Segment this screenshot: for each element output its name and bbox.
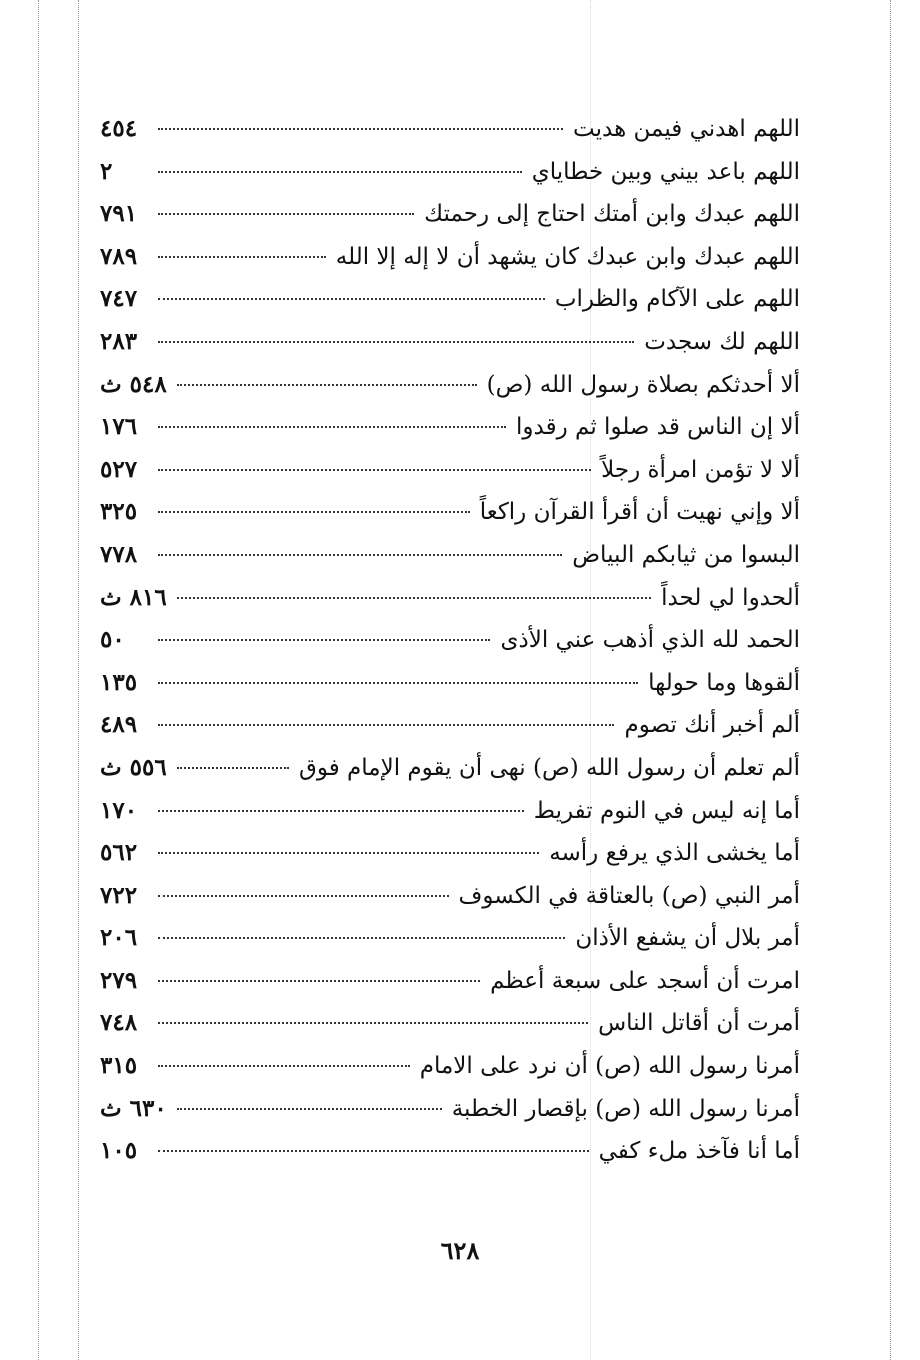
entry-text: أمر النبي (ص) بالعتاقة في الكسوف [458,882,800,909]
index-entry [100,406,800,449]
entry-page-number: ٥٠ [100,626,125,654]
entry-text: أما يخشى الذي يرفع رأسه [549,840,800,867]
entry-text: امرت أن أسجد على سبعة أعظم [490,967,800,994]
index-entry [100,534,800,577]
entry-text: أمرنا رسول الله (ص) أن نرد على الامام [419,1053,800,1080]
entry-text: ألا إن الناس قد صلوا ثم رقدوا [516,414,800,441]
entry-text: ألم أخبر أنك تصوم [624,712,800,739]
entry-text: ألا لا تؤمن امرأة رجلاً [601,456,800,483]
entry-page-number: ٦٣٠ ث [100,1094,167,1122]
entry-text: أمرت أن أقاتل الناس [598,1010,800,1037]
index-entry [100,832,800,875]
dot-leader [158,937,565,939]
dot-leader [158,341,634,343]
hadith-index-list [100,108,800,1173]
index-entry [100,960,800,1003]
entry-page-number: ٢٨٣ [100,327,138,355]
dot-leader [158,682,638,684]
entry-page-number: ٣١٥ [100,1052,138,1080]
dot-leader [177,384,477,386]
entry-text: اللهم لك سجدت [644,328,800,355]
dot-leader [177,767,289,769]
entry-text: اللهم باعد بيني وبين خطاياي [531,158,800,185]
entry-page-number: ١٣٥ [100,668,138,696]
entry-page-number: ٢٧٩ [100,966,138,994]
dot-leader [158,639,490,641]
index-entry [100,704,800,747]
dot-leader [158,852,539,854]
index-entry [100,278,800,321]
dot-leader [158,511,470,513]
entry-page-number: ٢٠٦ [100,924,138,952]
entry-page-number: ٧٤٧ [100,285,138,313]
index-entry [100,236,800,279]
index-entry [100,1088,800,1131]
dot-leader [158,895,449,897]
index-entry [100,577,800,620]
scan-guide-line [38,0,39,1360]
index-entry [100,108,800,151]
entry-page-number: ٥٥٦ ث [100,753,167,781]
dot-leader [158,1150,589,1152]
entry-page-number: ٥٤٨ ث [100,370,167,398]
dot-leader [177,597,651,599]
dot-leader [158,298,545,300]
dot-leader [158,980,480,982]
entry-text: اللهم على الآكام والظراب [554,286,800,313]
dot-leader [158,213,414,215]
index-entry [100,917,800,960]
dot-leader [158,554,562,556]
entry-page-number: ٧٨٩ [100,242,138,270]
entry-page-number: ١٧٦ [100,413,138,441]
index-entry [100,321,800,364]
entry-page-number: ٧٢٢ [100,881,138,909]
dot-leader [158,171,522,173]
entry-text: ألم تعلم أن رسول الله (ص) نهى أن يقوم الإمام فوق [299,754,800,781]
index-entry [100,1045,800,1088]
entry-page-number: ٥٢٧ [100,455,138,483]
entry-text: ألا وإني نهيت أن أقرأ القرآن راكعاً [479,499,800,526]
dot-leader [158,256,326,258]
entry-page-number: ١٠٥ [100,1137,138,1165]
dot-leader [158,810,524,812]
entry-page-number: ٤٥٤ [100,115,138,142]
scan-guide-line [78,0,79,1360]
entry-page-number: ٢ [100,157,113,185]
dot-leader [158,1065,410,1067]
dot-leader [158,724,614,726]
entry-text: اللهم عبدك وابن أمتك احتاج إلى رحمتك [424,201,800,228]
index-entry [100,1130,800,1173]
entry-page-number: ٨١٦ ث [100,583,167,611]
entry-page-number: ١٧٠ [100,796,138,824]
index-entry [100,662,800,705]
index-entry [100,747,800,790]
entry-text: ألحدوا لي لحداً [661,584,800,611]
entry-page-number: ٣٢٥ [100,498,138,526]
entry-text: البسوا من ثيابكم البياض [572,541,800,568]
index-entry [100,875,800,918]
entry-page-number: ٧٧٨ [100,540,138,568]
entry-text: أمر بلال أن يشفع الأذان [575,925,800,952]
entry-text: اللهم اهدني فيمن هديت [573,116,800,142]
index-entry [100,1002,800,1045]
scan-guide-line [890,0,891,1360]
index-entry [100,151,800,194]
index-entry [100,364,800,407]
entry-text: أمرنا رسول الله (ص) بإقصار الخطبة [451,1095,800,1122]
entry-text: الحمد لله الذي أذهب عني الأذى [500,627,800,654]
entry-page-number: ٧٩١ [100,200,138,228]
entry-text: أما أنا فآخذ ملء كفي [598,1138,800,1165]
dot-leader [158,1022,588,1024]
entry-text: ألقوها وما حولها [648,669,800,696]
dot-leader [158,426,506,428]
entry-text: أما إنه ليس في النوم تفريط [533,797,800,824]
entry-page-number: ٤٨٩ [100,711,138,739]
dot-leader [158,128,563,130]
index-entry [100,193,800,236]
index-entry [100,491,800,534]
entry-page-number: ٧٤٨ [100,1009,138,1037]
dot-leader [158,469,591,471]
dot-leader [177,1108,442,1110]
index-entry [100,449,800,492]
entry-text: ألا أحدثكم بصلاة رسول الله (ص) [486,371,800,398]
entry-text: اللهم عبدك وابن عبدك كان يشهد أن لا إله إلا الله [335,243,800,270]
page-number: ٦٢٨ [440,1236,480,1265]
index-entry [100,790,800,833]
index-entry [100,619,800,662]
entry-page-number: ٥٦٢ [100,839,138,867]
